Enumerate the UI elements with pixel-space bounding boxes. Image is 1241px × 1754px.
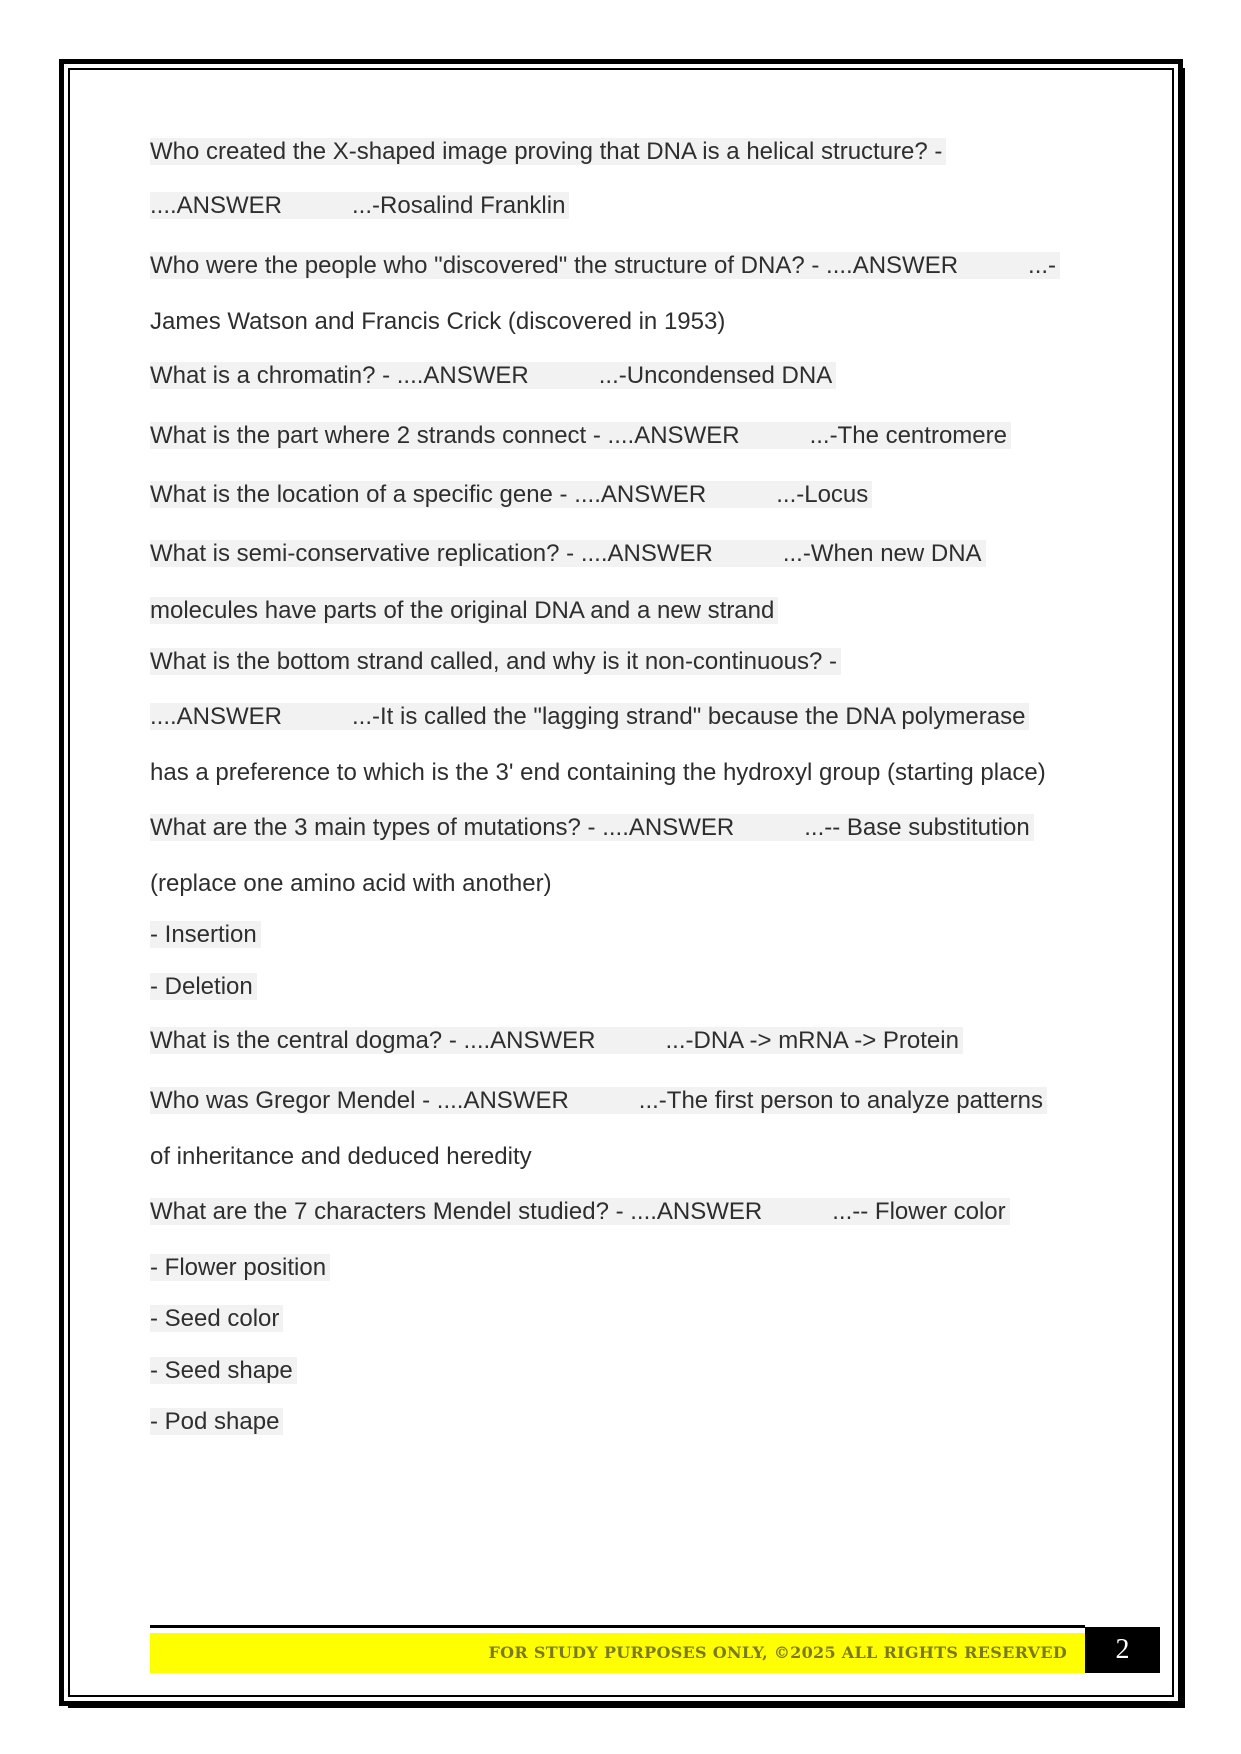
text-line: What is the central dogma? - ....ANSWER ...-DNA -> mRNA -> Protein — [150, 1024, 963, 1058]
text-line: What is the part where 2 strands connect - ....ANSWER ...-The centromere — [150, 419, 1011, 453]
text-line: Who created the X-shaped image proving that DNA is a helical structure? - — [150, 135, 946, 169]
text-line: Who were the people who "discovered" the structure of DNA? - ....ANSWER ...- — [150, 249, 1060, 283]
text-line: What are the 7 characters Mendel studied? - ....ANSWER ...-- Flower color — [150, 1195, 1010, 1229]
text-line: - Deletion — [150, 970, 257, 1004]
footer-copyright: FOR STUDY PURPOSES ONLY, ©2025 ALL RIGHTS RESERVED — [150, 1633, 1085, 1673]
text-line: What is the bottom strand called, and why is it non-continuous? - — [150, 645, 841, 679]
footer-rule — [150, 1625, 1085, 1628]
text-line: has a preference to which is the 3' end containing the hydroxyl group (starting place) — [150, 759, 1046, 786]
text-line: ....ANSWER ...-It is called the "lagging strand" because the DNA polymerase — [150, 700, 1029, 734]
text-line: ....ANSWER ...-Rosalind Franklin — [150, 189, 569, 223]
text-line: - Seed shape — [150, 1354, 297, 1388]
text-line: (replace one amino acid with another) — [150, 870, 552, 897]
text-line: What are the 3 main types of mutations? - ....ANSWER ...-- Base substitution — [150, 811, 1034, 845]
text-line: James Watson and Francis Crick (discovered in 1953) — [150, 308, 726, 335]
text-line: What is the location of a specific gene - ....ANSWER ...-Locus — [150, 478, 872, 512]
text-line: of inheritance and deduced heredity — [150, 1143, 532, 1170]
text-line: What is semi-conservative replication? - ....ANSWER ...-When new DNA — [150, 537, 986, 571]
text-line: Who was Gregor Mendel - ....ANSWER ...-The first person to analyze patterns — [150, 1084, 1047, 1118]
text-line: - Insertion — [150, 918, 261, 952]
text-line: - Flower position — [150, 1251, 330, 1285]
page-number: 2 — [1085, 1627, 1160, 1673]
text-line: - Seed color — [150, 1302, 283, 1336]
text-line: What is a chromatin? - ....ANSWER ...-Uncondensed DNA — [150, 359, 836, 393]
text-line: molecules have parts of the original DNA and a new strand — [150, 594, 778, 628]
text-line: - Pod shape — [150, 1405, 283, 1439]
